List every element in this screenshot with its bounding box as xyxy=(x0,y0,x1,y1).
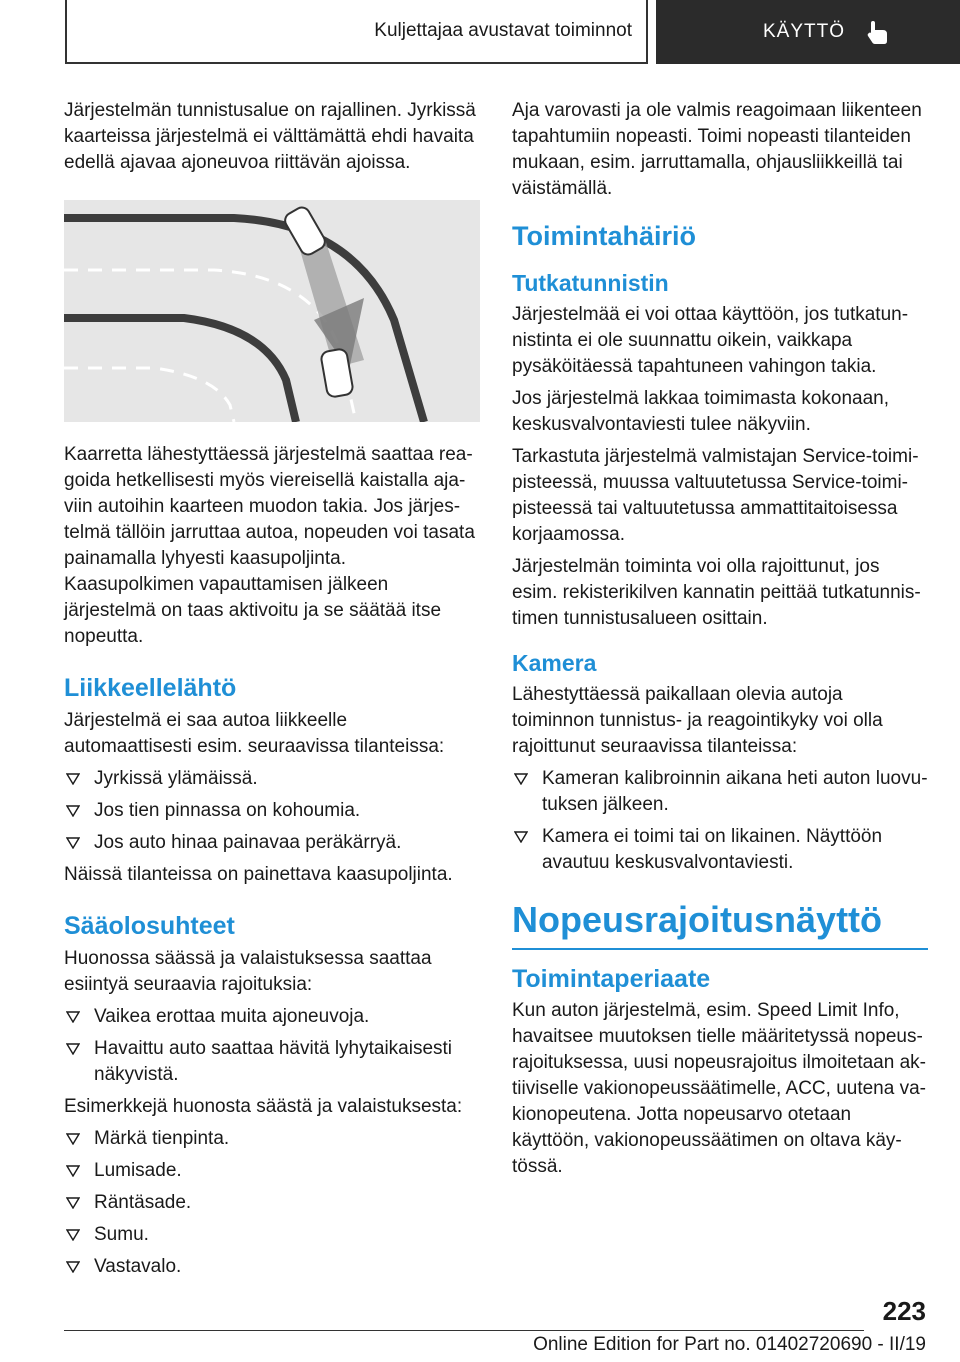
list-item: Räntäsade. xyxy=(64,1190,480,1216)
curve-paragraph: Kaarretta lähestyttäessä järjestelmä saattaa reagoida hetkellisesti myös viereisellä kaistalla ajaviin autoihin kaarteen muodon takia. Jos järjestelmä tällöin jarruttaa autoa, nopeuden voi tasata painamalla lyhyesti kaasupoljinta. Kaasupolkimen vapauttamisen jälkeen järjestelmä on taas aktivoitu ja se säätää itse nopeutta. xyxy=(64,444,475,647)
triangle-bullet-icon xyxy=(66,805,80,817)
examples-paragraph: Esimerkkejä huonosta säästä ja valaistuksesta: xyxy=(64,1096,463,1117)
triangle-bullet-icon xyxy=(66,1133,80,1145)
radar-paragraph-3: Tarkastuta järjestelmä valmistajan Service-toimipisteessä, muussa valtuutetussa Service-toimipisteessä tai valtuutetussa ammattitaitoisessa korjaamossa. xyxy=(512,446,919,545)
list-item: Märkä tienpinta. xyxy=(64,1126,480,1152)
start-list xyxy=(64,766,480,856)
intro-paragraph: Järjestelmän tunnistusalue on rajallinen. Jyrkissä kaarteissa järjestelmä ei välttämättä ehdi havaita edellä ajavaa ajoneuvoa riittävän ajoissa. xyxy=(64,100,476,173)
principle-paragraph: Kun auton järjestelmä, esim. Speed Limit Info, havaitsee muutoksen tielle määritetyssä nopeusrajoituksessa, uusi nopeusrajoitus ilmoitetaan aktiiviselle vakionopeussäätimelle, ACC, uutena vakionopeutena. Jotta nopeusarvo otetaan käyttöön, vakionopeussäätimen on oltava käytössä. xyxy=(512,1000,926,1177)
right-column xyxy=(512,98,928,1186)
list-item: Lumisade. xyxy=(64,1158,480,1184)
heading-start: Liikkeellelähtö xyxy=(64,674,237,702)
radar-paragraph-1: Järjestelmää ei voi ottaa käyttöön, jos tutkatunnistinta ei ole suunnattu oikein, vaikkapa pysäköitäessä tapahtuneen vahingon takia. xyxy=(512,304,909,377)
heading-principle: Toimintaperiaate xyxy=(512,965,711,993)
section-title-text: Kuljettajaa avustavat toiminnot xyxy=(374,20,632,41)
radar-paragraph-4: Järjestelmän toiminta voi olla rajoittunut, jos esim. rekisterikilven kannatin peittää tutkatunnistimen tunnistusalueen osittain. xyxy=(512,556,921,629)
section-title xyxy=(65,0,648,64)
triangle-bullet-icon xyxy=(514,831,528,843)
camera-paragraph: Lähestyttäessä paikallaan olevia autoja toiminnon tunnistus- ja reagointikyky voi olla rajoittunut seuraavissa tilanteissa: xyxy=(512,684,883,757)
radar-paragraph-2: Jos järjestelmä lakkaa toimimasta kokonaan, keskusvalvontaviesti tulee näkyviin. xyxy=(512,388,890,435)
start-after-paragraph: Näissä tilanteissa on painettava kaasupoljinta. xyxy=(64,864,453,885)
heading-fault: Toimintahäiriö xyxy=(512,221,697,251)
heading-speed-limit: Nopeusrajoitusnäyttö xyxy=(512,898,928,950)
curve-illustration xyxy=(64,200,480,422)
chapter-title: KÄYTTÖ xyxy=(763,21,846,42)
list-item: Jos auto hinaa painavaa peräkärryä. xyxy=(64,830,480,856)
weather-paragraph: Huonossa säässä ja valaistuksessa saattaa esiintyä seuraavia rajoituksia: xyxy=(64,948,432,995)
start-paragraph: Järjestelmä ei saa autoa liikkeelle automaattisesti esim. seuraavissa tilanteissa: xyxy=(64,710,445,757)
heading-camera: Kamera xyxy=(512,650,597,676)
examples-list xyxy=(64,1126,480,1280)
triangle-bullet-icon xyxy=(66,1011,80,1023)
list-item: Jyrkissä ylämäissä. xyxy=(64,766,480,792)
triangle-bullet-icon xyxy=(66,773,80,785)
list-item: Kameran kalibroinnin aikana heti auton luovutuksen jälkeen. xyxy=(512,766,928,818)
triangle-bullet-icon xyxy=(66,837,80,849)
hand-pointer-icon xyxy=(865,19,889,45)
triangle-bullet-icon xyxy=(66,1165,80,1177)
heading-weather: Sääolosuhteet xyxy=(64,912,235,940)
right-intro-paragraph: Aja varovasti ja ole valmis reagoimaan liikenteen tapahtumiin nopeasti. Toimi nopeasti tilanteiden mukaan, esim. jarruttamalla, ohjausliikkeillä tai väistämällä. xyxy=(512,100,922,199)
triangle-bullet-icon xyxy=(66,1043,80,1055)
weather-list xyxy=(64,1004,480,1088)
list-item: Havaittu auto saattaa hävitä lyhytaikaisesti näkyvistä. xyxy=(64,1036,480,1088)
list-item: Vastavalo. xyxy=(64,1254,480,1280)
triangle-bullet-icon xyxy=(514,773,528,785)
left-column xyxy=(64,98,480,1286)
list-item: Vaikea erottaa muita ajoneuvoja. xyxy=(64,1004,480,1030)
heading-radar: Tutkatunnistin xyxy=(512,270,669,296)
list-item: Sumu. xyxy=(64,1222,480,1248)
triangle-bullet-icon xyxy=(66,1197,80,1209)
camera-list xyxy=(512,766,928,876)
page-header xyxy=(0,0,960,66)
footer-edition: Online Edition for Part no. 01402720690 - II/19 xyxy=(533,1334,926,1355)
triangle-bullet-icon xyxy=(66,1229,80,1241)
triangle-bullet-icon xyxy=(66,1261,80,1273)
footer-divider xyxy=(64,1330,864,1331)
chapter-tab xyxy=(656,0,960,64)
page-number: 223 xyxy=(882,1296,926,1326)
list-item: Kamera ei toimi tai on likainen. Näyttöön avautuu keskusvalvontaviesti. xyxy=(512,824,928,876)
list-item: Jos tien pinnassa on kohoumia. xyxy=(64,798,480,824)
